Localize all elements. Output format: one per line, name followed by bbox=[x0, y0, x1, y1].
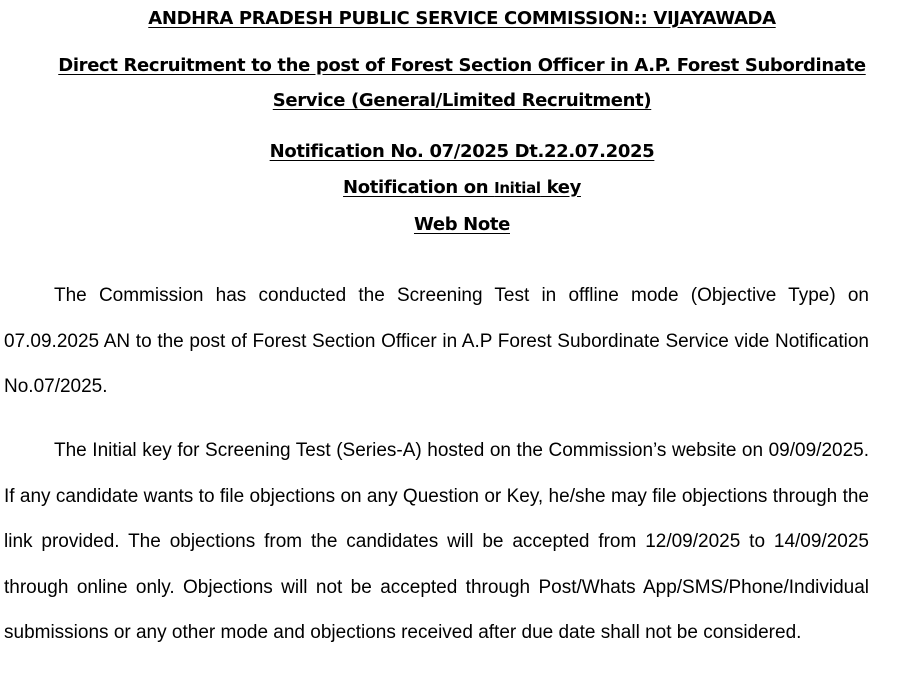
web-note-title: Web Note bbox=[413, 214, 510, 235]
notification-subject bbox=[0, 177, 899, 198]
notification-subject-suffix: key bbox=[540, 177, 581, 198]
recruitment-title-line2: Service (General/Limited Recruitment) bbox=[272, 90, 652, 111]
notification-number: Notification No. 07/2025 Dt.22.07.2025 bbox=[269, 141, 655, 162]
notification-subject-prefix: Notification on bbox=[343, 177, 495, 198]
body-paragraph-initial-key: The Initial key for Screening Test (Series-A) hosted on the Commission’s website on 09/09/2025. If any candidate wants to file objections on any Question or Key, he/she may file objections through the link provided. The objections from the candidates will be accepted from 12/09/2025 to 14/09/2025 through online only. Objections will not be accepted through Post/Whats App/SMS/Phone/Individual submissions or any other mode and objections received after due date shall not be considered. bbox=[4, 440, 869, 643]
body-paragraph-screening-test: The Commission has conducted the Screening Test in offline mode (Objective Type) on 07.09.2025 AN to the post of Forest Section Officer in A.P Forest Subordinate Service vide Notification No.07/2025. bbox=[4, 285, 869, 397]
commission-title: ANDHRA PRADESH PUBLIC SERVICE COMMISSION:: VIJAYAWADA bbox=[148, 8, 776, 29]
notification-subject-initial: Initial bbox=[494, 179, 541, 197]
recruitment-title-line1: Direct Recruitment to the post of Forest Section Officer in A.P. Forest Subordinate bbox=[58, 55, 866, 76]
